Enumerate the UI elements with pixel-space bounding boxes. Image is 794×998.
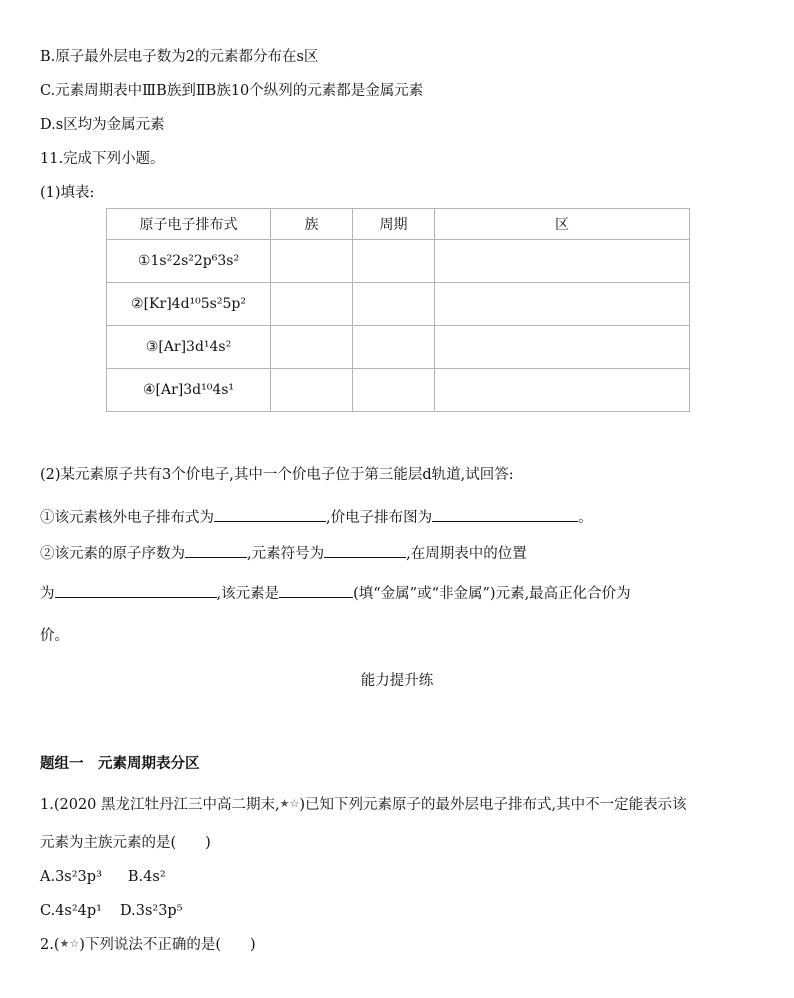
option-d: D.s区均为金属元素 [40,117,165,133]
fill-table [106,208,690,412]
item-2-text: ②该元素的原子序数为 [40,546,185,562]
row-marker: ③ [145,339,159,355]
item-1-text-2: ,价电子排布图为 [326,510,433,526]
header-group: 族 [271,209,353,240]
electron-config: 1s²2s²2p⁶3s² [150,253,240,269]
section-title: 能力提升练 [360,673,434,689]
electron-config: [Ar]3d¹4s² [158,339,232,355]
block-cell[interactable] [435,240,690,283]
option-b: B.原子最外层电子数为2的元素都分布在s区 [40,49,319,65]
question-2-line [40,935,256,954]
block-cell[interactable] [435,369,690,412]
item-2-line [40,543,527,563]
group-cell[interactable] [271,240,353,283]
option-d: D.3s²3p⁵ [120,903,183,919]
option-c: C.元素周期表中ⅢB族到ⅡB族10个纵列的元素都是金属元素 [40,83,424,99]
item-3-text-3: (填“金属”或“非金属”)元素,最高正化合价为 [353,586,631,602]
question-11: 11.完成下列小题。 [40,151,165,167]
config-cell [107,240,271,283]
item-1-end: 。 [578,510,593,526]
item-4-line: 价。 [40,628,69,644]
item-2-text-3: ,在周期表中的位置 [406,546,527,562]
metal-type-blank[interactable] [279,583,353,598]
item-2-text-2: ,元素符号为 [247,546,325,562]
question-1-line [40,795,687,814]
options-row-1 [40,868,166,886]
group-cell[interactable] [271,369,353,412]
table-row [107,283,690,326]
row-marker: ② [131,296,144,312]
question-1-stem: )已知下列元素原子的最外层电子排布式,其中不一定能表示该 [299,797,687,813]
options-row-2 [40,902,183,920]
block-cell[interactable] [435,283,690,326]
group-cell[interactable] [271,283,353,326]
table-row [107,240,690,283]
question-1-stem-2: 元素为主族元素的是( ) [40,835,211,851]
period-cell[interactable] [353,369,435,412]
option-c: C.4s²4p¹ [40,903,102,919]
config-cell [107,369,271,412]
electron-config: [Kr]4d¹⁰5s²5p² [143,296,246,312]
item-3-line [40,583,631,603]
header-config: 原子电子排布式 [107,209,271,240]
table-header-row [107,209,690,240]
row-marker: ④ [142,382,156,398]
atomic-number-blank[interactable] [185,543,247,558]
question-1-source: 1.(2020 黑龙江牡丹江三中高二期末, [40,797,280,813]
item-3-text: 为 [40,586,55,602]
period-cell[interactable] [353,283,435,326]
item-1-text: ①该元素核外电子排布式为 [40,510,214,526]
question-11-part-2: (2)某元素原子共有3个价电子,其中一个价电子位于第三能层d轨道,试回答: [40,467,514,483]
item-1-line [40,507,593,527]
header-block: 区 [435,209,690,240]
electron-config: [Ar]3d¹⁰4s¹ [155,382,235,398]
option-b: B.4s² [127,869,166,885]
period-cell[interactable] [353,240,435,283]
difficulty-stars-icon: ★☆ [279,797,300,810]
config-cell [107,326,271,369]
question-2-number: 2.( [40,937,60,953]
table-row [107,326,690,369]
table-row [107,369,690,412]
symbol-blank[interactable] [324,543,406,558]
period-cell[interactable] [353,326,435,369]
group-cell[interactable] [271,326,353,369]
block-cell[interactable] [435,326,690,369]
group-title: 题组一 元素周期表分区 [40,755,200,772]
config-cell [107,283,271,326]
item-3-text-2: ,该元素是 [216,586,280,602]
question-11-part-1: (1)填表: [40,185,95,201]
header-period: 周期 [353,209,435,240]
row-marker: ① [137,253,151,269]
option-a: A.3s²3p³ [40,869,102,885]
diagram-answer-blank[interactable] [432,507,578,522]
difficulty-stars-icon: ★☆ [59,937,80,950]
config-answer-blank[interactable] [214,507,326,522]
position-blank[interactable] [55,583,217,598]
question-2-stem: )下列说法不正确的是( ) [79,937,256,953]
